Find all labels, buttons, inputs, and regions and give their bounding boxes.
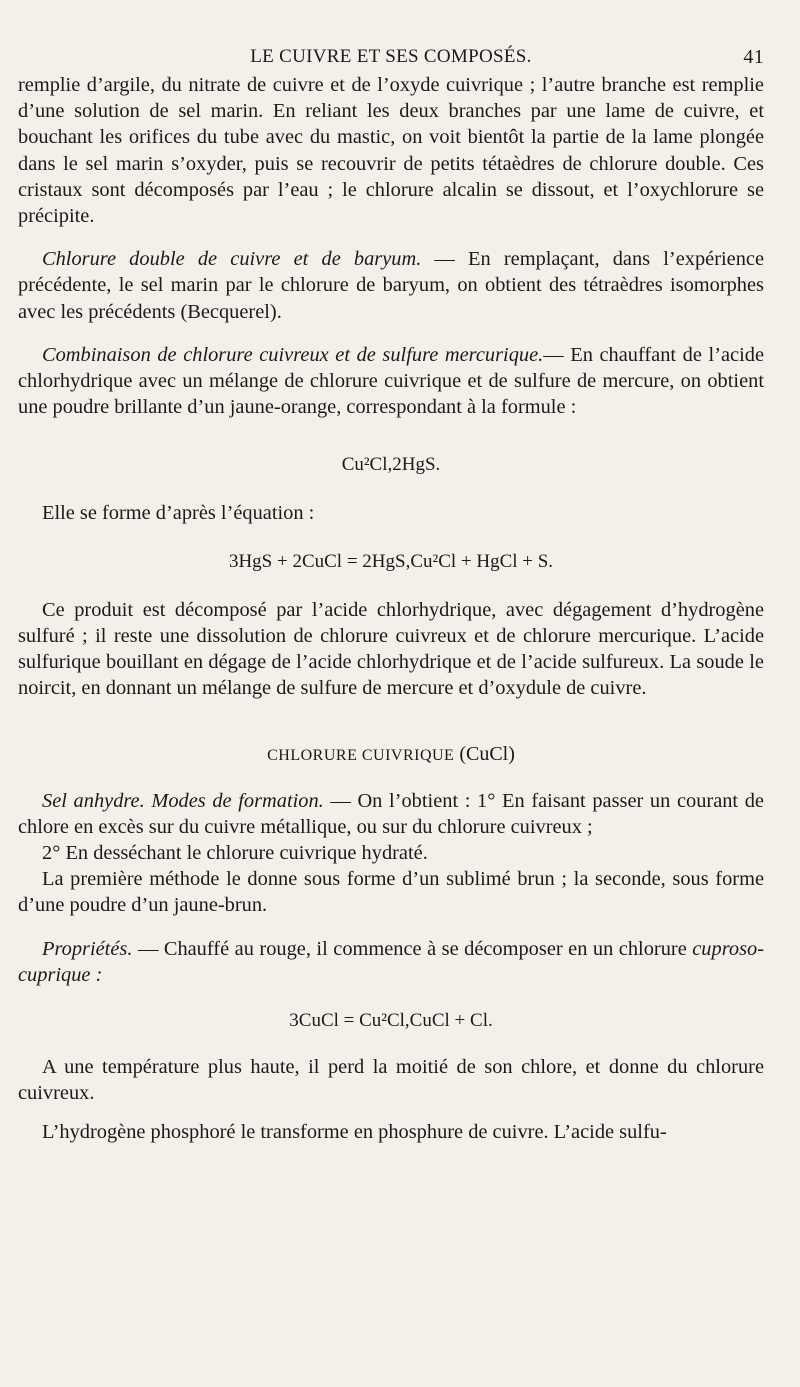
- paragraph-lead-italic: Combinaison de chlorure cuivreux et de sulfure mercurique.: [42, 343, 544, 366]
- paragraph-lead-italic: Chlorure double de cuivre et de baryum.: [42, 248, 422, 271]
- running-title: LE CUIVRE ET SES COMPOSÉS.: [250, 46, 532, 67]
- paragraph-text: — En chauffant de l’acide chlorhydrique avec un mélange de chlorure cuivrique et de sulfure de mercure, on obtient une poudre brillante d’un jaune-orange, correspondant à la formule :: [18, 343, 764, 419]
- paragraph-italic-term: cuproso-cuprique :: [18, 937, 764, 986]
- paragraph-methods-result: La première méthode le donne sous forme d’un sublimé brun ; la seconde, sous forme d’une poudre d’un jaune-brun.: [18, 868, 764, 917]
- paragraph-text: — Chauffé au rouge, il commence à se décomposer en un chlorure: [132, 937, 693, 960]
- paragraph-hydrogene-phosphore: L’hydrogène phosphoré le transforme en phosphure de cuivre. L’acide sulfu-: [42, 1121, 667, 1144]
- paragraph-sel-anhydre: [18, 788, 764, 840]
- paragraph-lead-italic: Propriétés.: [42, 937, 133, 960]
- running-head: [18, 40, 764, 72]
- section-heading-title: CHLORURE CUIVRIQUE: [267, 747, 455, 765]
- section-heading-formula: (CuCl): [459, 743, 515, 766]
- formula-equation-hgs: 3HgS + 2CuCl = 2HgS,Cu²Cl + HgCl + S.: [228, 550, 554, 572]
- section-heading-chlorure-cuivrique: [18, 741, 764, 769]
- paragraph-text: — En remplaçant, dans l’expérience précédente, le sel marin par le chlorure de baryum, on obtient des tétraèdres isomorphes avec les précédents (Becquerel).: [18, 248, 765, 323]
- paragraph-proprietes: [18, 936, 764, 988]
- formula-cu2cl-2hgs: Cu²Cl,2HgS.: [341, 454, 441, 476]
- paragraph-temperature: A une température plus haute, il perd la moitié de son chlore, et donne du chlorure cuivreux.: [18, 1056, 764, 1105]
- page-body: [18, 72, 764, 1146]
- paragraph-method-2: 2° En desséchant le chlorure cuivrique hydraté.: [42, 842, 428, 865]
- paragraph-text: — On l’obtient : 1° En faisant passer un courant de chlore en excès sur du cuivre métallique, ou sur du chlorure cuivreux ;: [18, 789, 764, 838]
- paragraph-argile: remplie d’argile, du nitrate de cuivre et de l’oxyde cuivrique ; l’autre branche est remplie d’une solution de sel marin. En reliant les deux branches par une lame de cuivre, et bouchant les orifices du tube avec du mastic, on voit bientôt la partie de la lame plongée dans le sel marin s’oxyder, puis se recouvrir de petits tétaèdres de chlorure double. Ces cristaux sont décomposés par l’eau ; le chlorure alcalin se dissout, et l’oxychlorure se précipite.: [18, 74, 764, 228]
- formula-cucl-decomposition: 3CuCl = Cu²Cl,CuCl + Cl.: [289, 1010, 493, 1032]
- page-number: 41: [743, 46, 764, 68]
- paragraph-lead-italic: Sel anhydre. Modes de formation.: [42, 789, 324, 812]
- paragraph-decomposition: Ce produit est décomposé par l’acide chlorhydrique, avec dégagement d’hydrogène sulfuré ; il reste une dissolution de chlorure cuivreux et de chlorure mercurique. L’acide sulfurique bouillant en dégage de l’acide chlorhydrique et de l’acide sulfureux. La soude le noircit, en donnant un mélange de sulfure de mercure et d’oxydule de cuivre.: [18, 598, 764, 700]
- paragraph-chlorure-double: [18, 246, 764, 325]
- paragraph-equation-intro: Elle se forme d’après l’équation :: [42, 502, 315, 525]
- paragraph-combinaison: [18, 342, 764, 421]
